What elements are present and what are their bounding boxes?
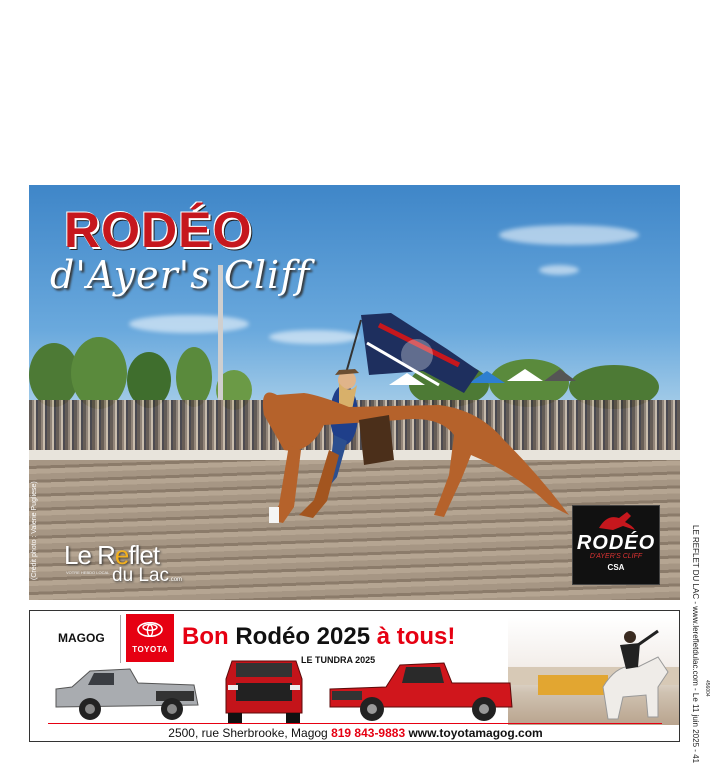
bull-rider-photo bbox=[508, 617, 679, 725]
rodeo-badge-logo bbox=[572, 505, 660, 585]
reflet-du-lac: du Lac bbox=[112, 565, 170, 586]
headline-rodeo-2025: Rodéo 2025 bbox=[235, 623, 371, 650]
reflet-tagline: VOTRE HEBDO LOCAL bbox=[66, 570, 110, 575]
ad-code: 456004 bbox=[704, 680, 710, 697]
red-truck-front-image bbox=[222, 657, 306, 725]
reflet-brand-start: Le R bbox=[64, 540, 115, 570]
reflet-domain: .com bbox=[169, 577, 183, 583]
bronc-rider-icon bbox=[597, 510, 637, 532]
dealer-contact bbox=[30, 726, 680, 740]
toyota-wordmark: TOYOTA bbox=[132, 645, 168, 654]
toyota-magog-ad bbox=[29, 610, 680, 742]
badge-subtitle: D'AYER'S CLIFF bbox=[589, 553, 643, 560]
dealer-website[interactable]: www.toyotamagog.com bbox=[405, 726, 543, 740]
badge-association: CSA bbox=[607, 563, 625, 572]
ad-headline bbox=[182, 623, 455, 651]
cloud bbox=[129, 315, 249, 333]
photo-credit: (Crédit photo : Valerie Pugliese) bbox=[31, 481, 38, 580]
dealer-city: MAGOG bbox=[58, 631, 105, 645]
silver-truck-image bbox=[52, 661, 202, 723]
reflet-subtitle bbox=[112, 565, 182, 587]
divider bbox=[120, 615, 121, 663]
headline-bon: Bon bbox=[182, 623, 236, 650]
event-title bbox=[50, 202, 311, 297]
reflet-brand-end: flet bbox=[128, 540, 160, 570]
badge-title: RODÉO bbox=[576, 532, 656, 554]
toyota-emblem-icon bbox=[137, 622, 163, 637]
reflet-brand-e: e bbox=[114, 540, 129, 570]
reflet-du-lac-logo bbox=[64, 540, 182, 587]
ayers-cliff-title: d'Ayer's Cliff bbox=[50, 253, 311, 297]
red-truck-side-image bbox=[326, 657, 516, 723]
dealer-address: 2500, rue Sherbrooke, Magog bbox=[168, 726, 332, 740]
page-footer-vertical: LE REFLET DU LAC - www.lerefletdulac.com - Le 11 juin 2025 - 41 bbox=[691, 525, 700, 764]
red-rule bbox=[48, 723, 662, 724]
rodeo-title: RODÉO bbox=[64, 202, 253, 258]
headline-a-tous: à tous! bbox=[370, 623, 456, 650]
model-name: LE TUNDRA 2025 bbox=[301, 655, 376, 665]
cloud bbox=[499, 225, 639, 245]
rodeo-photo bbox=[29, 185, 680, 600]
toyota-logo bbox=[126, 614, 174, 662]
dealer-phone[interactable]: 819 843-9883 bbox=[331, 726, 406, 740]
bull-rider-illustration bbox=[508, 617, 679, 725]
